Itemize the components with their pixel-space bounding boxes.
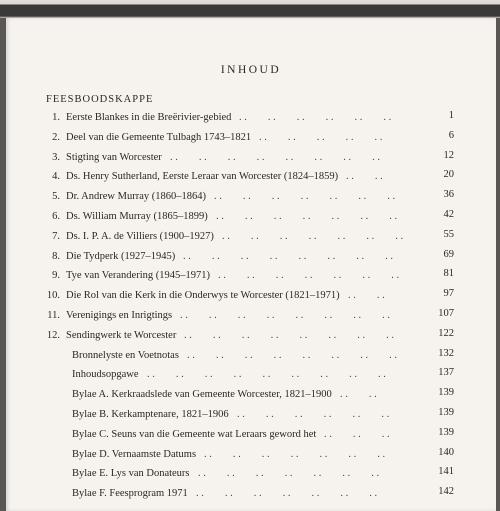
entry-number: 3. [52, 151, 60, 163]
entry-title: Bylae A. Kerkraadslede van Gemeente Worcester, 1821–1900 [72, 389, 332, 401]
entry-page-number: 122 [438, 327, 454, 339]
entry-number: 6. [52, 210, 60, 222]
dot-leader: . . . . . . [324, 428, 390, 440]
entry-title: Ds. William Murray (1865–1899) [66, 210, 208, 222]
entry-title: Ds. I. P. A. de Villiers (1900–1927) [66, 230, 214, 242]
scan-edge [0, 0, 500, 18]
toc-entry [6, 169, 496, 189]
toc-entry [6, 466, 496, 486]
entry-page-number: 55 [443, 228, 454, 240]
entry-title: Stigting van Worcester [66, 151, 162, 163]
dot-leader: . . . . . . . . . . . . . . [222, 230, 404, 242]
entry-title: Verenigings en Inrigtings [66, 309, 173, 321]
dot-leader: . . . . . . . . . . . . . . . . [184, 329, 394, 341]
table-of-contents [6, 110, 496, 506]
entry-page-number: 132 [438, 347, 454, 359]
toc-entry [6, 229, 496, 249]
toc-entry [6, 249, 496, 269]
entry-page-number: 6 [448, 129, 454, 141]
dot-leader: . . . . . . . . . . . . . . . . [170, 151, 380, 163]
entry-title: Bylae D. Vernaamste Datums [72, 448, 197, 460]
dot-leader: . . . . . . . . . . . . . . . . [183, 250, 393, 262]
entry-page-number: 20 [443, 169, 454, 181]
entry-title: Dr. Andrew Murray (1860–1864) [66, 191, 206, 203]
entry-number: 1. [52, 112, 60, 123]
dot-leader: . . . . . . . . . . . . . . . . [180, 309, 390, 321]
entry-title: Bylae B. Kerkamptenare, 1821–1906 [72, 408, 229, 420]
dot-leader: . . . . [348, 290, 385, 302]
toc-entry [6, 150, 496, 170]
entry-title: Tye van Verandering (1945–1971) [66, 270, 210, 282]
entry-title: Inhoudsopgawe [72, 369, 139, 381]
entry-title: Bronnelyste en Voetnotas [72, 349, 179, 361]
dot-leader: . . . . [340, 389, 377, 401]
toc-entry [6, 189, 496, 209]
toc-entry [6, 348, 496, 368]
dot-leader: . . . . . . . . . . . . . . [198, 468, 380, 480]
entry-page-number: 97 [443, 288, 454, 300]
entry-page-number: 142 [438, 486, 454, 498]
entry-title: Ds. Henry Sutherland, Eerste Leraar van Worcester (1824–1859) [66, 171, 339, 183]
entry-number: 11. [47, 309, 60, 321]
toc-entry [6, 268, 496, 288]
entry-page-number: 139 [438, 387, 454, 399]
dot-leader: . . . . . . . . . . . . . . . . [187, 349, 397, 361]
entry-page-number: 141 [438, 466, 454, 478]
toc-entry [6, 288, 496, 308]
page-title: INHOUD [220, 64, 282, 76]
entry-page-number: 107 [438, 307, 454, 319]
entry-title: Deel van die Gemeente Tulbagh 1743–1821 [66, 131, 252, 143]
entry-page-number: 1 [448, 110, 454, 121]
dot-leader: . . . . . . . . . . . . . . [216, 210, 398, 222]
toc-entry [6, 130, 496, 150]
entry-number: 8. [52, 250, 60, 262]
toc-entry [6, 387, 496, 407]
toc-entry [6, 367, 496, 387]
dot-leader: . . . . . . . . . . . . . . . . . . [147, 369, 386, 381]
entry-page-number: 81 [443, 268, 454, 280]
entry-page-number: 139 [438, 406, 454, 418]
entry-number: 2. [52, 131, 60, 143]
entry-number: 7. [52, 230, 60, 242]
entry-page-number: 139 [438, 426, 454, 438]
toc-entry [6, 447, 496, 467]
dot-leader: . . . . [346, 171, 383, 183]
dot-leader: . . . . . . . . . . . . . . [214, 191, 396, 203]
toc-entry [6, 110, 496, 130]
entry-title: Sendingwerk te Worcester [66, 329, 177, 341]
entry-title: Bylae F. Feesprogram 1971 [72, 488, 188, 500]
toc-entry [6, 308, 496, 328]
entry-title: Die Tydperk (1927–1945) [66, 250, 176, 262]
dot-leader: . . . . . . . . . . . . . . [204, 448, 386, 460]
entry-title: Die Rol van die Kerk in die Onderwys te Worcester (1821–1971) [66, 290, 340, 302]
toc-entry [6, 328, 496, 348]
entry-title: Eerste Blankes in die Breërivier-gebied [66, 112, 232, 123]
dot-leader: . . . . . . . . . . . . . . [196, 488, 378, 500]
entry-page-number: 140 [438, 446, 454, 458]
entry-page-number: 42 [443, 208, 454, 220]
toc-entry [6, 209, 496, 229]
section-heading: FEESBOODSKAPPE [46, 94, 154, 105]
entry-page-number: 69 [443, 248, 454, 260]
dot-leader: . . . . . . . . . . . . [237, 408, 390, 420]
dot-leader: . . . . . . . . . . [259, 131, 383, 143]
contents-page [6, 18, 496, 511]
dot-leader: . . . . . . . . . . . . . . [218, 270, 400, 282]
toc-entry [6, 486, 496, 506]
entry-page-number: 36 [443, 189, 454, 201]
entry-page-number: 137 [438, 367, 454, 379]
toc-entry [6, 407, 496, 427]
entry-number: 9. [52, 270, 60, 282]
entry-number: 10. [46, 290, 60, 302]
entry-number: 4. [52, 171, 60, 183]
entry-page-number: 12 [443, 149, 454, 161]
toc-entry [6, 427, 496, 447]
entry-title: Bylae C. Seuns van die Gemeente wat Leraars geword het [72, 428, 317, 440]
entry-number: 12. [46, 329, 60, 341]
dot-leader: . . . . . . . . . . . . [239, 112, 392, 123]
entry-number: 5. [52, 191, 60, 203]
entry-title: Bylae E. Lys van Donateurs [72, 468, 190, 480]
